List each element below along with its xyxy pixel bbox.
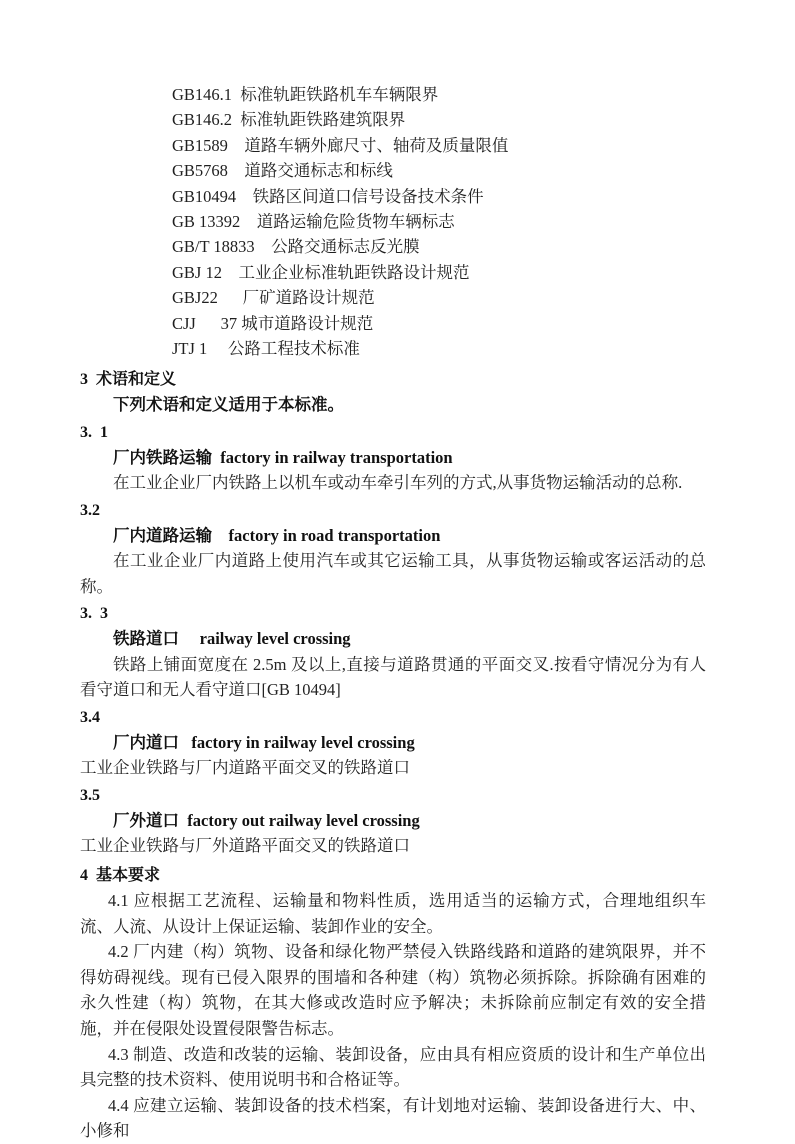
list-item: GB5768 道路交通标志和标线 (172, 161, 393, 181)
list-item: GB146.1 标准轨距铁路机车车辆限界 (172, 85, 439, 104)
clause-4-heading: 4 基本要求 (80, 866, 161, 884)
list-item: GBJ22 厂矿道路设计规范 (172, 288, 375, 308)
term-name-3-4: 厂内道口 factory in railway level crossing (113, 732, 415, 752)
term-definition-3-1: 在工业企业厂内铁路上以机车或动车牵引车列的方式,从事货物运输活动的总称. (113, 473, 683, 493)
term-name-3-2: 厂内道路运输 factory in road transportation (113, 525, 441, 545)
term-definition-3-3: 铁路上铺面宽度在 2.5m 及以上,直接与道路贯通的平面交叉.按看守情况分为有人看守道口和无人看守道口[GB 10494] (80, 654, 706, 700)
term-definition-3-4: 工业企业铁路与厂内道路平面交叉的铁路道口 (80, 758, 410, 778)
clause-3-heading: 3 术语和定义 (80, 371, 177, 389)
page-content (80, 82, 706, 1144)
clause-3-intro: 下列术语和定义适用于本标准。 (113, 395, 344, 415)
list-item: CJJ 37 城市道路设计规范 (172, 313, 374, 333)
list-item: GB1589 道路车辆外廊尺寸、轴荷及质量限值 (172, 135, 509, 155)
list-item: GB/T 18833 公路交通标志反光膜 (172, 237, 420, 257)
term-name-3-1: 厂内铁路运输 factory in railway transportation (113, 447, 453, 467)
term-name-3-3: 铁路道口 railway level crossing (113, 629, 351, 649)
clause-4-paragraph-1: 4.1 应根据工艺流程、运输量和物料性质，选用适当的运输方式，合理地组织车流、人流、从设计上保证运输、装卸作业的安全。 (80, 890, 706, 936)
list-item: JTJ 1 公路工程技术标准 (172, 339, 360, 359)
term-name-3-5: 厂外道口 factory out railway level crossing (113, 810, 420, 830)
list-item: GBJ 12 工业企业标准轨距铁路设计规范 (172, 262, 470, 282)
term-number-3-5: 3.5 (80, 786, 100, 804)
term-number-3-4: 3.4 (80, 708, 100, 726)
clause-4-paragraph-2: 4.2 厂内建（构）筑物、设备和绿化物严禁侵入铁路线路和道路的建筑限界，并不得妨碍视线。现有已侵入限界的围墙和各种建（构）筑物必须拆除。拆除确有困难的永久性建（构）筑物，在其大修或改造时应予解决；未拆除前应制定有效的安全措施，并在侵限处设置侵限警告标志。 (80, 942, 706, 1038)
clause-4-paragraph-4: 4.4 应建立运输、装卸设备的技术档案，有计划地对运输、装卸设备进行大、中、小修和 (80, 1095, 706, 1141)
term-number-3-2: 3.2 (80, 501, 100, 519)
list-item: GB 13392 道路运输危险货物车辆标志 (172, 212, 455, 232)
term-number-3-1: 3. 1 (80, 423, 108, 441)
normative-references-list (80, 82, 706, 361)
list-item: GB146.2 标准轨距铁路建筑限界 (172, 110, 406, 130)
term-definition-3-2: 在工业企业厂内道路上使用汽车或其它运输工具，从事货物运输或客运活动的总称。 (80, 551, 706, 596)
term-number-3-3: 3. 3 (80, 605, 108, 623)
clause-4-paragraph-3: 4.3 制造、改造和改装的运输、装卸设备，应由具有相应资质的设计和生产单位出具完整的技术资料、使用说明书和合格证等。 (80, 1044, 706, 1090)
list-item: GB10494 铁路区间道口信号设备技术条件 (172, 186, 484, 206)
term-definition-3-5: 工业企业铁路与厂外道路平面交叉的铁路道口 (80, 836, 410, 856)
